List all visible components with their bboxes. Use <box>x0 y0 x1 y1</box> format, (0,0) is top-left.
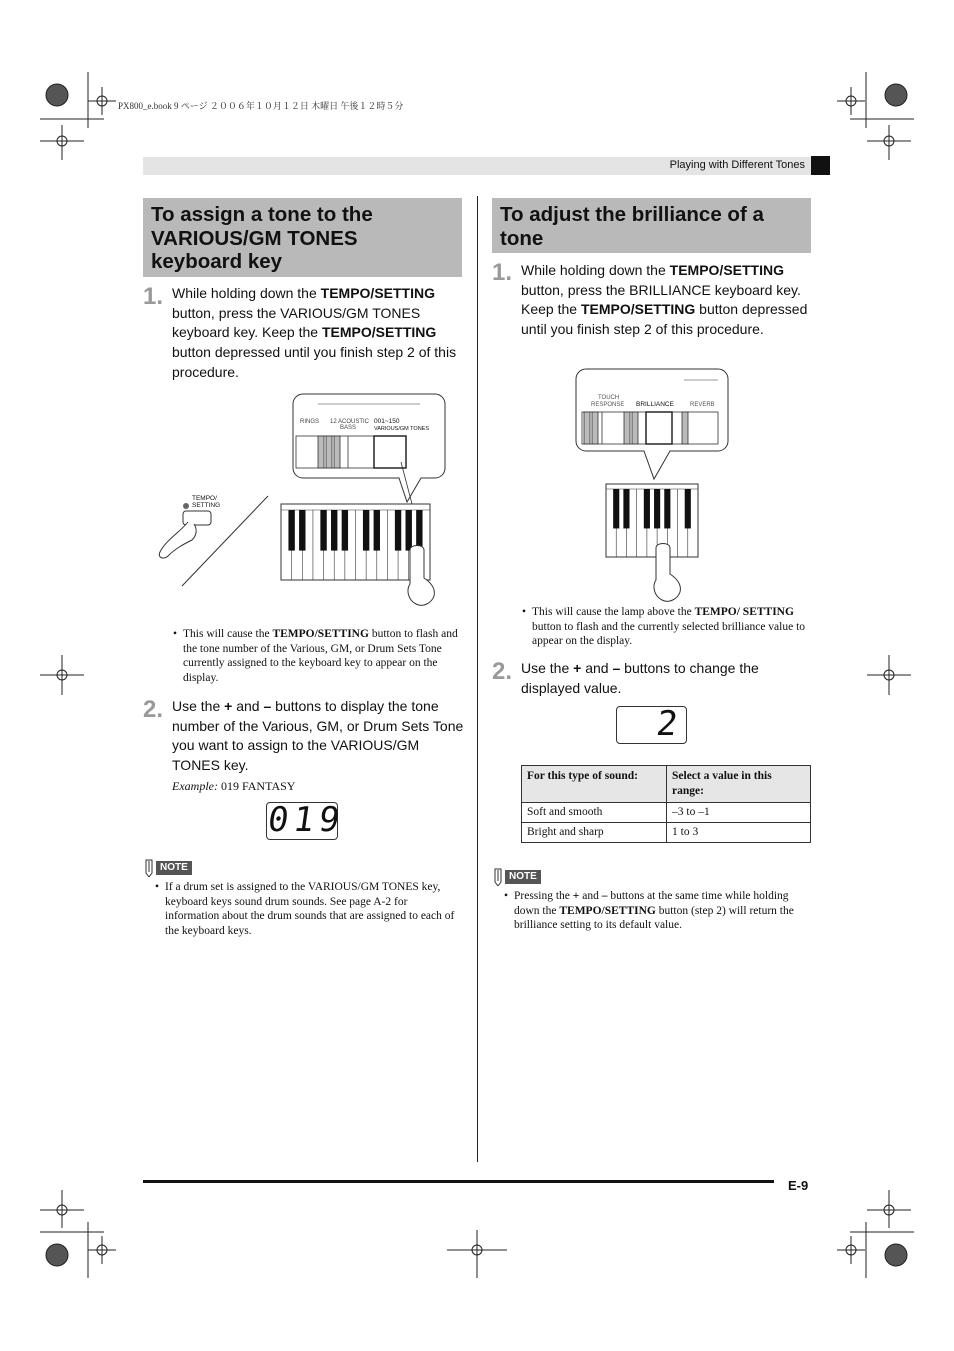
right-bullet1: • This will cause the lamp above the TEMPO/ SETTING button to flash and the currently selected brilliance value to appear on the display. <box>522 606 806 648</box>
tempo-label-2: SETTING <box>192 502 221 509</box>
black-key <box>416 510 422 551</box>
table-header-row <box>522 766 811 803</box>
right-note-badge <box>492 868 541 886</box>
table-cell: –3 to –1 <box>667 803 811 823</box>
right-note-label: NOTE <box>505 870 541 884</box>
right-step2-number: 2. <box>492 658 513 685</box>
display-label-brilliance: BRILLIANCE <box>636 401 674 408</box>
column-divider <box>477 196 478 1162</box>
black-key <box>406 510 412 551</box>
display-label-touch: TOUCH <box>598 395 620 401</box>
black-key <box>654 489 660 528</box>
right-note-text: • Pressing the + and – buttons at the same time while holding down the TEMPO/SETTING button (step 2) will return the brilliance setting to its default value. <box>504 890 794 932</box>
table-cell: Bright and sharp <box>522 823 667 843</box>
left-step1-number: 1. <box>143 283 164 310</box>
brilliance-range-table <box>521 765 811 843</box>
left-note-text: • If a drum set is assigned to the VARIOUS/GM TONES key, keyboard keys sound drum sounds. See page A-2 for information about the drum sounds that are assigned to each of the keyboard keys. <box>155 881 455 937</box>
black-key <box>320 510 326 551</box>
page-number: E-9 <box>788 1178 809 1193</box>
left-note-label: NOTE <box>156 861 192 875</box>
black-key <box>644 489 650 528</box>
display-label-bass: BASS <box>340 425 357 431</box>
black-key <box>331 510 337 551</box>
right-step1-text: While holding down the TEMPO/SETTING button, press the BRILLIANCE keyboard key. Keep the TEMPO/SETTING button depressed until you finish step 2 of this procedure. <box>521 262 808 338</box>
right-keyboard-illustration <box>572 366 732 602</box>
black-key <box>685 489 691 528</box>
black-key <box>613 489 619 528</box>
tempo-label-1: TEMPO/ <box>192 495 217 502</box>
left-section-heading: To assign a tone to the VARIOUS/GM TONES keyboard key <box>143 198 462 277</box>
black-key <box>623 489 629 528</box>
left-keyboard-illustration <box>158 390 448 620</box>
black-key <box>342 510 348 551</box>
table-cell: 1 to 3 <box>667 823 811 843</box>
black-key <box>299 510 305 551</box>
right-step2-text: Use the + and – buttons to change the displayed value. <box>521 660 759 696</box>
right-section-heading: To adjust the brilliance of a tone <box>492 198 811 253</box>
display-label-response: RESPONSE <box>591 402 625 408</box>
table-header-cell: For this type of sound: <box>522 766 667 803</box>
black-key <box>664 489 670 528</box>
footer-rule <box>143 1180 774 1183</box>
right-lcd-value: 2 <box>653 704 681 744</box>
left-lcd-value: 019 <box>265 800 348 840</box>
pencil-note-icon <box>492 868 504 886</box>
black-key <box>374 510 380 551</box>
black-key <box>395 510 401 551</box>
display-label-reverb: REVERB <box>690 402 715 408</box>
running-header-tab <box>811 156 830 175</box>
table-header-cell: Select a value in this range: <box>667 766 811 803</box>
running-title: Playing with Different Tones <box>669 159 805 171</box>
left-bullet1: • This will cause the TEMPO/SETTING button to flash and the tone number of the Various, GM, or Drum Sets Tone currently assigned to the keyboard key to appear on the display. <box>173 628 458 684</box>
left-step1-text: While holding down the TEMPO/SETTING button, press the VARIOUS/GM TONES keyboard key. Keep the TEMPO/SETTING button depressed until you finish step 2 of this procedure. <box>172 285 457 380</box>
display-label-acoustic: 12 ACOUSTIC <box>330 419 370 425</box>
left-example: Example: 019 FANTASY <box>172 779 296 793</box>
display-label-range: 001~150 <box>374 418 400 425</box>
display-label-various: VARIOUS/GM TONES <box>374 426 430 432</box>
display-label-rings: RINGS <box>300 419 320 425</box>
black-key <box>363 510 369 551</box>
table-row <box>522 803 811 823</box>
left-step2-number: 2. <box>143 696 164 723</box>
pencil-note-icon <box>143 859 155 877</box>
black-key <box>288 510 294 551</box>
right-step1-number: 1. <box>492 259 513 286</box>
table-row <box>522 823 811 843</box>
left-note-badge <box>143 859 192 877</box>
print-header: PX800_e.book 9 ページ ２００６年１０月１２日 木曜日 午後１２時５分 <box>118 101 404 111</box>
table-cell: Soft and smooth <box>522 803 667 823</box>
left-step2-text: Use the + and – buttons to display the tone number of the Various, GM, or Drum Sets Tone you want to assign to the VARIOUS/GM TONES key. <box>172 698 464 774</box>
